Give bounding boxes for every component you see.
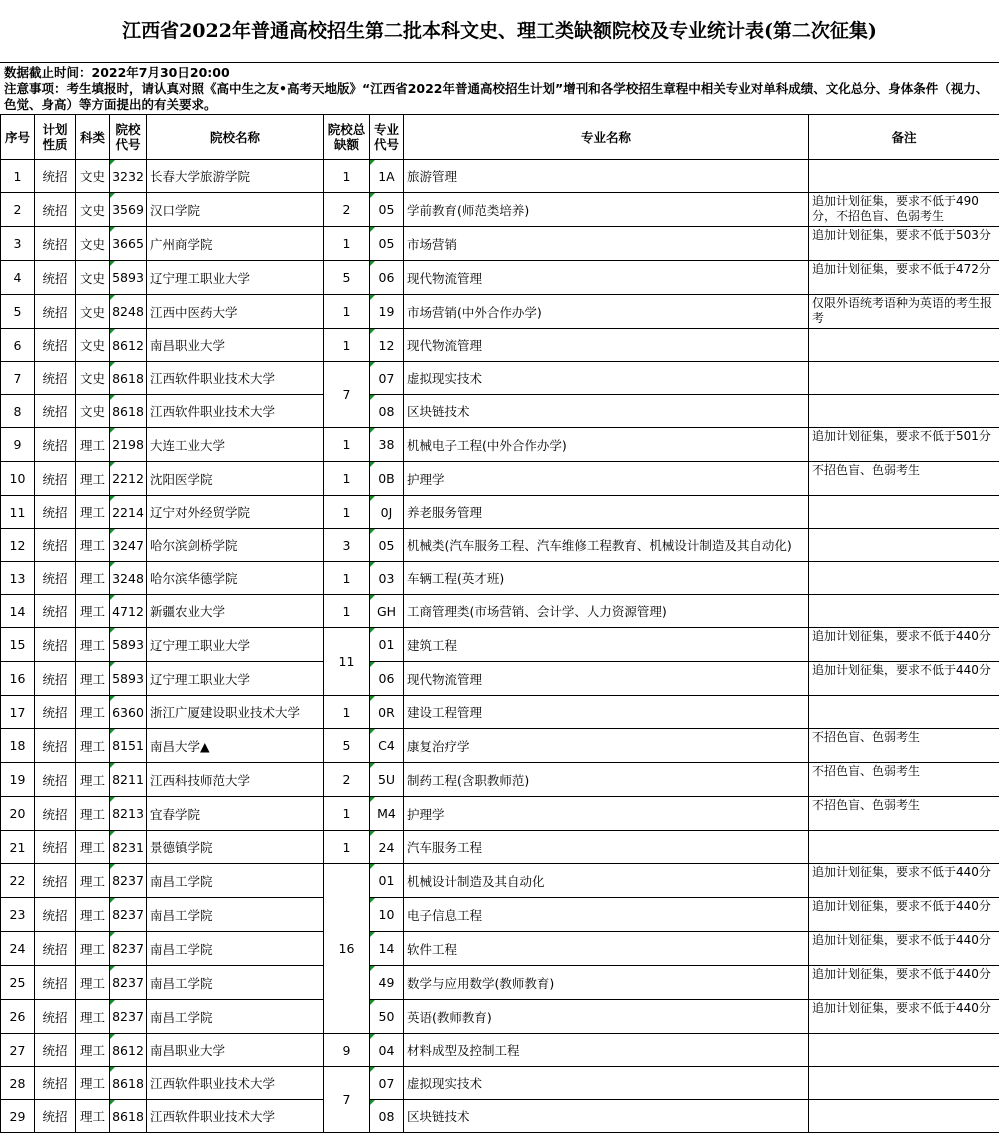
cell-school-code: 8618 bbox=[110, 1067, 147, 1100]
cell-plan: 统招 bbox=[35, 160, 76, 193]
table-row bbox=[1, 261, 999, 295]
cell-seq: 2 bbox=[1, 193, 35, 227]
cell-seq: 26 bbox=[1, 1000, 35, 1034]
cell-seq: 7 bbox=[1, 362, 35, 395]
cell-major-name: 虚拟现实技术 bbox=[404, 1067, 809, 1100]
cell-vacancy: 1 bbox=[324, 595, 370, 628]
cell-vacancy: 1 bbox=[324, 696, 370, 729]
table-row bbox=[1, 797, 999, 831]
header-vacancy: 院校总缺额 bbox=[324, 115, 370, 160]
cell-seq: 25 bbox=[1, 966, 35, 1000]
cell-major-code: 05 bbox=[370, 529, 404, 562]
table-header-row bbox=[1, 115, 999, 160]
cell-remark bbox=[809, 496, 999, 529]
cell-major-code: 07 bbox=[370, 362, 404, 395]
table-row bbox=[1, 462, 999, 496]
cell-remark: 追加计划征集，要求不低于440分 bbox=[809, 932, 999, 966]
cell-category: 理工 bbox=[76, 932, 110, 966]
cell-vacancy: 7 bbox=[324, 362, 370, 428]
cell-vacancy: 1 bbox=[324, 295, 370, 329]
cell-school-code: 3232 bbox=[110, 160, 147, 193]
cell-school-name: 哈尔滨剑桥学院 bbox=[147, 529, 324, 562]
cell-major-code: 07 bbox=[370, 1067, 404, 1100]
cell-vacancy: 1 bbox=[324, 227, 370, 261]
cell-major-name: 材料成型及控制工程 bbox=[404, 1034, 809, 1067]
cell-vacancy: 1 bbox=[324, 831, 370, 864]
cell-major-name: 区块链技术 bbox=[404, 1100, 809, 1133]
cell-plan: 统招 bbox=[35, 932, 76, 966]
table-row bbox=[1, 898, 999, 932]
cell-school-name: 新疆农业大学 bbox=[147, 595, 324, 628]
cell-school-code: 5893 bbox=[110, 261, 147, 295]
cell-vacancy: 1 bbox=[324, 562, 370, 595]
cell-category: 文史 bbox=[76, 160, 110, 193]
cell-vacancy: 2 bbox=[324, 193, 370, 227]
cell-seq: 17 bbox=[1, 696, 35, 729]
cell-remark bbox=[809, 362, 999, 395]
header-remark: 备注 bbox=[809, 115, 999, 160]
meta-info bbox=[0, 63, 999, 115]
table-row bbox=[1, 864, 999, 898]
cell-plan: 统招 bbox=[35, 1034, 76, 1067]
cell-category: 理工 bbox=[76, 1100, 110, 1133]
cell-major-name: 区块链技术 bbox=[404, 395, 809, 428]
cell-vacancy: 1 bbox=[324, 329, 370, 362]
cell-school-code: 8618 bbox=[110, 362, 147, 395]
cell-plan: 统招 bbox=[35, 395, 76, 428]
cell-plan: 统招 bbox=[35, 329, 76, 362]
cell-remark: 仅限外语统考语种为英语的考生报考 bbox=[809, 295, 999, 329]
header-plan: 计划性质 bbox=[35, 115, 76, 160]
table-row bbox=[1, 562, 999, 595]
table-row bbox=[1, 193, 999, 227]
cell-plan: 统招 bbox=[35, 729, 76, 763]
vacancy-table bbox=[0, 114, 999, 1133]
cell-plan: 统招 bbox=[35, 1100, 76, 1133]
cell-plan: 统招 bbox=[35, 696, 76, 729]
cell-category: 理工 bbox=[76, 831, 110, 864]
cell-school-name: 江西软件职业技术大学 bbox=[147, 1067, 324, 1100]
cell-major-name: 建设工程管理 bbox=[404, 696, 809, 729]
cell-category: 文史 bbox=[76, 295, 110, 329]
cell-major-code: 04 bbox=[370, 1034, 404, 1067]
cell-major-code: 0J bbox=[370, 496, 404, 529]
cell-major-code: 01 bbox=[370, 628, 404, 662]
cell-remark: 追加计划征集，要求不低于440分 bbox=[809, 628, 999, 662]
table-row bbox=[1, 295, 999, 329]
header-major-name: 专业名称 bbox=[404, 115, 809, 160]
cell-major-name: 机械电子工程(中外合作办学) bbox=[404, 428, 809, 462]
cell-seq: 27 bbox=[1, 1034, 35, 1067]
cell-category: 文史 bbox=[76, 329, 110, 362]
cell-school-name: 景德镇学院 bbox=[147, 831, 324, 864]
cell-plan: 统招 bbox=[35, 662, 76, 696]
cell-plan: 统招 bbox=[35, 562, 76, 595]
notice-text: 注意事项：考生填报时，请认真对照《高中生之友•高考天地版》“江西省2022年普通高校招生计划”增刊和各学校招生章程中相关专业对单科成绩、文化总分、身体条件（视力、色觉、身高）等方面提出的有关要求。 bbox=[4, 81, 995, 115]
cell-plan: 统招 bbox=[35, 261, 76, 295]
cell-plan: 统招 bbox=[35, 428, 76, 462]
cell-school-name: 江西中医药大学 bbox=[147, 295, 324, 329]
cell-school-name: 江西软件职业技术大学 bbox=[147, 395, 324, 428]
cell-major-name: 工商管理类(市场营销、会计学、人力资源管理) bbox=[404, 595, 809, 628]
cell-plan: 统招 bbox=[35, 529, 76, 562]
cell-category: 理工 bbox=[76, 729, 110, 763]
cell-school-name: 南昌大学▲ bbox=[147, 729, 324, 763]
table-row bbox=[1, 1067, 999, 1100]
cell-major-name: 康复治疗学 bbox=[404, 729, 809, 763]
cell-category: 理工 bbox=[76, 529, 110, 562]
cell-school-code: 8612 bbox=[110, 329, 147, 362]
cell-category: 理工 bbox=[76, 864, 110, 898]
cell-school-name: 辽宁理工职业大学 bbox=[147, 662, 324, 696]
cell-school-code: 2214 bbox=[110, 496, 147, 529]
cell-seq: 5 bbox=[1, 295, 35, 329]
cell-remark: 不招色盲、色弱考生 bbox=[809, 729, 999, 763]
cell-major-name: 英语(教师教育) bbox=[404, 1000, 809, 1034]
cell-major-name: 数学与应用数学(教师教育) bbox=[404, 966, 809, 1000]
cell-seq: 14 bbox=[1, 595, 35, 628]
cell-vacancy: 1 bbox=[324, 797, 370, 831]
table-row bbox=[1, 496, 999, 529]
cell-seq: 4 bbox=[1, 261, 35, 295]
cell-remark: 不招色盲、色弱考生 bbox=[809, 462, 999, 496]
cell-remark: 追加计划征集，要求不低于440分 bbox=[809, 966, 999, 1000]
table-row bbox=[1, 831, 999, 864]
cell-vacancy: 7 bbox=[324, 1067, 370, 1133]
cell-school-code: 8248 bbox=[110, 295, 147, 329]
cell-school-code: 3665 bbox=[110, 227, 147, 261]
cell-remark bbox=[809, 1067, 999, 1100]
cell-seq: 21 bbox=[1, 831, 35, 864]
cell-school-name: 南昌工学院 bbox=[147, 966, 324, 1000]
cell-school-code: 8213 bbox=[110, 797, 147, 831]
cell-school-name: 江西软件职业技术大学 bbox=[147, 362, 324, 395]
cell-major-name: 软件工程 bbox=[404, 932, 809, 966]
cell-remark bbox=[809, 160, 999, 193]
cell-plan: 统招 bbox=[35, 1000, 76, 1034]
cell-vacancy: 5 bbox=[324, 729, 370, 763]
cell-school-name: 辽宁对外经贸学院 bbox=[147, 496, 324, 529]
header-seq: 序号 bbox=[1, 115, 35, 160]
cell-major-code: 06 bbox=[370, 662, 404, 696]
cell-school-name: 汉口学院 bbox=[147, 193, 324, 227]
cell-remark bbox=[809, 831, 999, 864]
cell-major-code: 0R bbox=[370, 696, 404, 729]
cell-remark: 追加计划征集，要求不低于440分 bbox=[809, 864, 999, 898]
cell-plan: 统招 bbox=[35, 763, 76, 797]
table-row bbox=[1, 1000, 999, 1034]
cell-major-code: 49 bbox=[370, 966, 404, 1000]
cell-seq: 1 bbox=[1, 160, 35, 193]
cell-remark: 不招色盲、色弱考生 bbox=[809, 763, 999, 797]
cell-vacancy: 2 bbox=[324, 763, 370, 797]
cell-school-name: 南昌工学院 bbox=[147, 864, 324, 898]
cell-remark: 追加计划征集，要求不低于490分，不招色盲、色弱考生 bbox=[809, 193, 999, 227]
cell-school-code: 4712 bbox=[110, 595, 147, 628]
cell-remark: 追加计划征集，要求不低于440分 bbox=[809, 1000, 999, 1034]
cell-category: 理工 bbox=[76, 662, 110, 696]
cell-school-name: 南昌工学院 bbox=[147, 898, 324, 932]
cell-category: 理工 bbox=[76, 496, 110, 529]
cell-major-code: 05 bbox=[370, 193, 404, 227]
cell-category: 理工 bbox=[76, 628, 110, 662]
cell-category: 理工 bbox=[76, 898, 110, 932]
cell-major-code: 14 bbox=[370, 932, 404, 966]
cell-category: 理工 bbox=[76, 428, 110, 462]
cell-major-name: 现代物流管理 bbox=[404, 261, 809, 295]
cell-seq: 28 bbox=[1, 1067, 35, 1100]
cell-major-code: 08 bbox=[370, 1100, 404, 1133]
cell-plan: 统招 bbox=[35, 193, 76, 227]
cell-category: 文史 bbox=[76, 261, 110, 295]
table-row bbox=[1, 160, 999, 193]
table-row bbox=[1, 1034, 999, 1067]
cell-major-name: 现代物流管理 bbox=[404, 662, 809, 696]
cell-category: 理工 bbox=[76, 696, 110, 729]
cell-school-code: 8237 bbox=[110, 898, 147, 932]
cell-seq: 13 bbox=[1, 562, 35, 595]
cell-school-code: 8211 bbox=[110, 763, 147, 797]
cell-vacancy: 1 bbox=[324, 160, 370, 193]
table-row bbox=[1, 763, 999, 797]
cell-school-code: 3248 bbox=[110, 562, 147, 595]
cell-major-name: 学前教育(师范类培养) bbox=[404, 193, 809, 227]
cell-remark: 追加计划征集，要求不低于503分 bbox=[809, 227, 999, 261]
cell-vacancy: 11 bbox=[324, 628, 370, 696]
cell-plan: 统招 bbox=[35, 227, 76, 261]
cell-major-code: 12 bbox=[370, 329, 404, 362]
cell-school-code: 8151 bbox=[110, 729, 147, 763]
cell-school-code: 8231 bbox=[110, 831, 147, 864]
cell-category: 文史 bbox=[76, 227, 110, 261]
cell-school-code: 8237 bbox=[110, 966, 147, 1000]
cell-major-name: 旅游管理 bbox=[404, 160, 809, 193]
cell-school-name: 南昌职业大学 bbox=[147, 329, 324, 362]
deadline-text: 数据截止时间：2022年7月30日20:00 bbox=[4, 65, 995, 81]
cell-school-code: 5893 bbox=[110, 628, 147, 662]
cell-vacancy: 9 bbox=[324, 1034, 370, 1067]
cell-seq: 3 bbox=[1, 227, 35, 261]
cell-school-name: 南昌职业大学 bbox=[147, 1034, 324, 1067]
cell-school-code: 6360 bbox=[110, 696, 147, 729]
cell-school-code: 2198 bbox=[110, 428, 147, 462]
cell-major-name: 机械类(汽车服务工程、汽车维修工程教育、机械设计制造及其自动化) bbox=[404, 529, 809, 562]
cell-seq: 20 bbox=[1, 797, 35, 831]
table-row bbox=[1, 595, 999, 628]
table-row bbox=[1, 696, 999, 729]
cell-school-code: 2212 bbox=[110, 462, 147, 496]
cell-school-name: 辽宁理工职业大学 bbox=[147, 261, 324, 295]
cell-remark bbox=[809, 1034, 999, 1067]
cell-school-code: 8618 bbox=[110, 395, 147, 428]
cell-school-code: 8237 bbox=[110, 1000, 147, 1034]
cell-seq: 19 bbox=[1, 763, 35, 797]
cell-remark bbox=[809, 562, 999, 595]
table-row bbox=[1, 529, 999, 562]
cell-school-code: 8237 bbox=[110, 864, 147, 898]
cell-major-name: 养老服务管理 bbox=[404, 496, 809, 529]
cell-school-name: 广州商学院 bbox=[147, 227, 324, 261]
cell-plan: 统招 bbox=[35, 362, 76, 395]
table-row bbox=[1, 966, 999, 1000]
cell-remark bbox=[809, 696, 999, 729]
cell-major-code: 03 bbox=[370, 562, 404, 595]
cell-school-name: 浙江广厦建设职业技术大学 bbox=[147, 696, 324, 729]
table-row bbox=[1, 329, 999, 362]
cell-remark: 追加计划征集，要求不低于472分 bbox=[809, 261, 999, 295]
cell-major-name: 市场营销(中外合作办学) bbox=[404, 295, 809, 329]
cell-remark: 追加计划征集，要求不低于440分 bbox=[809, 898, 999, 932]
cell-category: 理工 bbox=[76, 595, 110, 628]
cell-major-name: 市场营销 bbox=[404, 227, 809, 261]
cell-remark bbox=[809, 395, 999, 428]
cell-major-code: 10 bbox=[370, 898, 404, 932]
page-title: 江西省2022年普通高校招生第二批本科文史、理工类缺额院校及专业统计表(第二次征集) bbox=[0, 0, 999, 63]
cell-major-code: 50 bbox=[370, 1000, 404, 1034]
cell-vacancy: 1 bbox=[324, 428, 370, 462]
cell-seq: 15 bbox=[1, 628, 35, 662]
cell-category: 理工 bbox=[76, 562, 110, 595]
cell-plan: 统招 bbox=[35, 496, 76, 529]
cell-vacancy: 1 bbox=[324, 496, 370, 529]
cell-major-code: M4 bbox=[370, 797, 404, 831]
cell-category: 理工 bbox=[76, 462, 110, 496]
table-row bbox=[1, 362, 999, 395]
cell-vacancy: 16 bbox=[324, 864, 370, 1034]
cell-category: 文史 bbox=[76, 362, 110, 395]
table-row bbox=[1, 1100, 999, 1133]
cell-remark bbox=[809, 1100, 999, 1133]
cell-school-name: 大连工业大学 bbox=[147, 428, 324, 462]
cell-school-name: 宜春学院 bbox=[147, 797, 324, 831]
table-row bbox=[1, 729, 999, 763]
cell-school-name: 江西科技师范大学 bbox=[147, 763, 324, 797]
cell-school-name: 南昌工学院 bbox=[147, 1000, 324, 1034]
cell-major-code: 19 bbox=[370, 295, 404, 329]
cell-plan: 统招 bbox=[35, 831, 76, 864]
cell-remark: 追加计划征集，要求不低于440分 bbox=[809, 662, 999, 696]
cell-major-code: 24 bbox=[370, 831, 404, 864]
cell-school-code: 3569 bbox=[110, 193, 147, 227]
cell-major-name: 现代物流管理 bbox=[404, 329, 809, 362]
cell-major-name: 护理学 bbox=[404, 797, 809, 831]
cell-major-name: 机械设计制造及其自动化 bbox=[404, 864, 809, 898]
cell-major-code: 5U bbox=[370, 763, 404, 797]
cell-seq: 11 bbox=[1, 496, 35, 529]
cell-school-name: 长春大学旅游学院 bbox=[147, 160, 324, 193]
cell-major-name: 建筑工程 bbox=[404, 628, 809, 662]
cell-seq: 8 bbox=[1, 395, 35, 428]
header-category: 科类 bbox=[76, 115, 110, 160]
cell-plan: 统招 bbox=[35, 595, 76, 628]
cell-school-code: 8618 bbox=[110, 1100, 147, 1133]
cell-major-code: 01 bbox=[370, 864, 404, 898]
cell-category: 文史 bbox=[76, 193, 110, 227]
table-row bbox=[1, 628, 999, 662]
cell-seq: 22 bbox=[1, 864, 35, 898]
cell-seq: 16 bbox=[1, 662, 35, 696]
cell-major-name: 制药工程(含职教师范) bbox=[404, 763, 809, 797]
cell-seq: 10 bbox=[1, 462, 35, 496]
cell-seq: 6 bbox=[1, 329, 35, 362]
table-row bbox=[1, 662, 999, 696]
cell-school-code: 8612 bbox=[110, 1034, 147, 1067]
cell-major-code: 38 bbox=[370, 428, 404, 462]
cell-vacancy: 3 bbox=[324, 529, 370, 562]
cell-major-name: 护理学 bbox=[404, 462, 809, 496]
table-body bbox=[1, 160, 999, 1133]
cell-seq: 23 bbox=[1, 898, 35, 932]
cell-major-code: GH bbox=[370, 595, 404, 628]
cell-plan: 统招 bbox=[35, 966, 76, 1000]
cell-plan: 统招 bbox=[35, 797, 76, 831]
cell-plan: 统招 bbox=[35, 628, 76, 662]
cell-plan: 统招 bbox=[35, 295, 76, 329]
table-row bbox=[1, 932, 999, 966]
cell-school-code: 5893 bbox=[110, 662, 147, 696]
header-school-code: 院校代号 bbox=[110, 115, 147, 160]
cell-school-code: 3247 bbox=[110, 529, 147, 562]
cell-category: 理工 bbox=[76, 763, 110, 797]
cell-school-name: 沈阳医学院 bbox=[147, 462, 324, 496]
cell-seq: 18 bbox=[1, 729, 35, 763]
cell-major-code: 08 bbox=[370, 395, 404, 428]
cell-school-name: 江西软件职业技术大学 bbox=[147, 1100, 324, 1133]
cell-plan: 统招 bbox=[35, 462, 76, 496]
cell-plan: 统招 bbox=[35, 864, 76, 898]
cell-major-code: 1A bbox=[370, 160, 404, 193]
cell-seq: 24 bbox=[1, 932, 35, 966]
cell-seq: 9 bbox=[1, 428, 35, 462]
table-row bbox=[1, 395, 999, 428]
cell-school-code: 8237 bbox=[110, 932, 147, 966]
cell-remark: 不招色盲、色弱考生 bbox=[809, 797, 999, 831]
cell-seq: 12 bbox=[1, 529, 35, 562]
cell-major-name: 车辆工程(英才班) bbox=[404, 562, 809, 595]
cell-major-name: 汽车服务工程 bbox=[404, 831, 809, 864]
cell-major-code: C4 bbox=[370, 729, 404, 763]
cell-school-name: 辽宁理工职业大学 bbox=[147, 628, 324, 662]
cell-major-name: 电子信息工程 bbox=[404, 898, 809, 932]
cell-school-name: 哈尔滨华德学院 bbox=[147, 562, 324, 595]
cell-school-name: 南昌工学院 bbox=[147, 932, 324, 966]
cell-remark bbox=[809, 529, 999, 562]
cell-remark bbox=[809, 595, 999, 628]
cell-major-code: 05 bbox=[370, 227, 404, 261]
cell-plan: 统招 bbox=[35, 1067, 76, 1100]
cell-category: 文史 bbox=[76, 395, 110, 428]
cell-category: 理工 bbox=[76, 1000, 110, 1034]
table-row bbox=[1, 227, 999, 261]
cell-remark bbox=[809, 329, 999, 362]
cell-major-code: 0B bbox=[370, 462, 404, 496]
cell-seq: 29 bbox=[1, 1100, 35, 1133]
cell-category: 理工 bbox=[76, 1034, 110, 1067]
cell-category: 理工 bbox=[76, 797, 110, 831]
header-school-name: 院校名称 bbox=[147, 115, 324, 160]
cell-plan: 统招 bbox=[35, 898, 76, 932]
cell-major-name: 虚拟现实技术 bbox=[404, 362, 809, 395]
cell-vacancy: 5 bbox=[324, 261, 370, 295]
header-major-code: 专业代号 bbox=[370, 115, 404, 160]
cell-remark: 追加计划征集，要求不低于501分 bbox=[809, 428, 999, 462]
cell-category: 理工 bbox=[76, 1067, 110, 1100]
cell-category: 理工 bbox=[76, 966, 110, 1000]
cell-vacancy: 1 bbox=[324, 462, 370, 496]
cell-major-code: 06 bbox=[370, 261, 404, 295]
table-row bbox=[1, 428, 999, 462]
